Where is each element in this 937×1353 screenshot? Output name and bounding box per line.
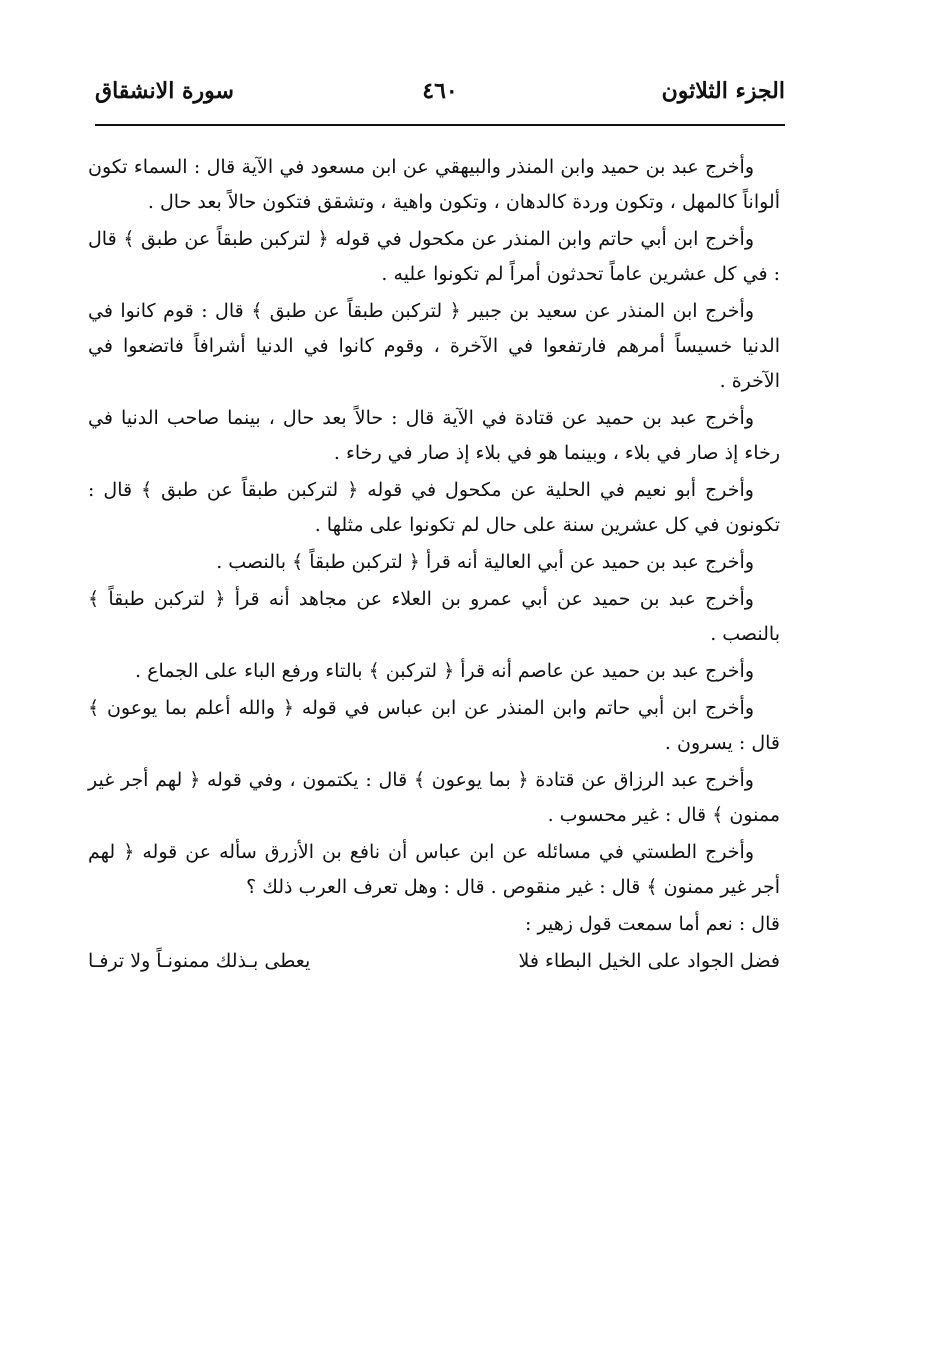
paragraph: وأخرج ابن أبي حاتم وابن المنذر عن مكحول في قوله ﴿ لتركبن طبقاً عن طبق ﴾ قال : في كل عشرين عاماً تحدثون أمراً لم تكونوا عليه . [88, 228, 780, 285]
paragraph: وأخرج ابن المنذر عن سعيد بن جبير ﴿ لتركبن طبقاً عن طبق ﴾ قال : قوم كانوا في الدنيا خسيساً أمرهم فارتفعوا في الآخرة ، وقوم كانوا في الدنيا أشرافاً فاتضعوا في الآخرة . [88, 300, 780, 392]
part-title: الجزء الثلاثون [661, 78, 785, 104]
header-divider [95, 124, 785, 126]
paragraph: وأخرج عبد بن حميد عن أبي عمرو بن العلاء عن مجاهد أنه قرأ ﴿ لتركبن طبقاً ﴾ بالنصب . [88, 588, 780, 645]
paragraph: وأخرج عبد بن حميد وابن المنذر والبيهقي عن ابن مسعود في الآية قال : السماء تكون ألواناً كالمهل ، وتكون وردة كالدهان ، وتكون واهية ، وتشقق فتكون حالاً بعد حال . [88, 156, 780, 213]
paragraph: وأخرج عبد بن حميد عن عاصم أنه قرأ ﴿ لتركبن ﴾ بالتاء ورفع الباء على الجماع . [135, 660, 754, 682]
page-number: ٤٦٠ [422, 78, 458, 104]
paragraph: قال : نعم أما سمعت قول زهير : [525, 913, 780, 935]
paragraph: وأخرج عبد الرزاق عن قتادة ﴿ بما يوعون ﴾ قال : يكتمون ، وفي قوله ﴿ لهم أجر غير ممنون ﴾ قال : غير محسوب . [88, 769, 780, 826]
surah-title: سورة الانشقاق [95, 78, 234, 104]
verse-first-hemistich: فضل الجواد على الخيل البطاء فلا [518, 950, 780, 972]
paragraph: وأخرج الطستي في مسائله عن ابن عباس أن نافع بن الأزرق سأله عن قوله ﴿ لهم أجر غير ممنون ﴾ قال : غير منقوص . قال : وهل تعرف العرب ذلك ؟ [88, 841, 780, 898]
paragraph: وأخرج عبد بن حميد عن أبي العالية أنه قرأ ﴿ لتركبن طبقاً ﴾ بالنصب . [216, 551, 754, 573]
verse-second-hemistich: يعطى بـذلك ممنونـاً ولا ترفـا [88, 950, 311, 972]
paragraph: وأخرج ابن أبي حاتم وابن المنذر عن ابن عباس في قوله ﴿ والله أعلم بما يوعون ﴾ قال : يسرون . [88, 697, 780, 754]
page-body [88, 150, 780, 979]
page-header [95, 78, 785, 118]
paragraph: وأخرج عبد بن حميد عن قتادة في الآية قال : حالاً بعد حال ، بينما صاحب الدنيا في رخاء إذ صار في بلاء ، وبينما هو في بلاء إذ صار في رخاء . [88, 407, 780, 464]
paragraph: وأخرج أبو نعيم في الحلية عن مكحول في قوله ﴿ لتركبن طبقاً عن طبق ﴾ قال : تكونون في كل عشرين سنة على حال لم تكونوا على مثلها . [88, 479, 780, 536]
poetry-verse [88, 944, 780, 979]
